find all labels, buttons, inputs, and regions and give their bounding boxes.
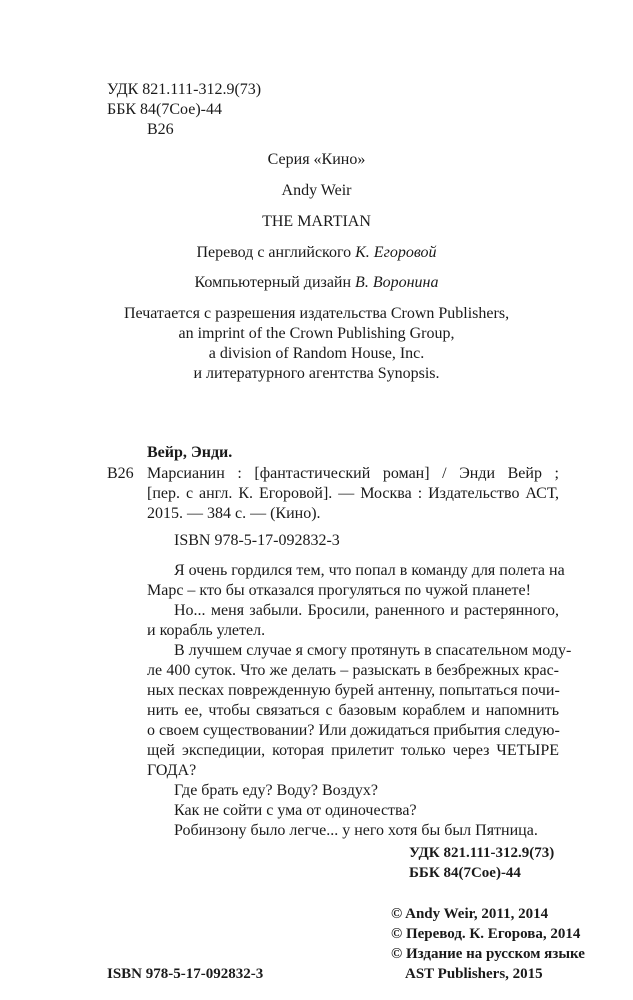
- footer-isbn: ISBN 978-5-17-092832-3: [107, 966, 264, 982]
- bib-code: В26: [107, 465, 134, 482]
- author-mark: В26: [147, 121, 174, 138]
- card-bbk: ББК 84(7Сое)-44: [409, 865, 521, 881]
- annotation-line: ных песках поврежденную бурей антенну, попытаться почи-: [147, 682, 560, 699]
- annotation-line: Где брать еду? Воду? Воздух?: [174, 782, 378, 799]
- annotation-line: щей экспедиции, которая прилетит только через ЧЕТЫРЕ: [147, 742, 559, 759]
- translation-credit: [0, 243, 633, 263]
- bib-description-line: 2015. — 384 с. — (Кино).: [147, 505, 321, 522]
- permission-line: и литературного агентства Synopsis.: [193, 365, 440, 382]
- permission-line: Печатается с разрешения издательства Crown Publishers,: [123, 305, 510, 322]
- card-udk: УДК 821.111-312.9(73): [409, 845, 555, 861]
- copyright-line: AST Publishers, 2015: [405, 966, 543, 982]
- annotation-line: Робинзону было легче... у него хотя бы был Пятница.: [174, 822, 538, 839]
- permission-line: a division of Random House, Inc.: [208, 345, 425, 362]
- annotation-line: Я очень гордился тем, что попал в команду для полета на: [174, 562, 565, 579]
- annotation-line: о своем существовании? Или дожидаться прибытия следую-: [147, 722, 560, 739]
- annotation-line: и корабль улетел.: [147, 622, 266, 639]
- series-name: Серия «Кино»: [267, 151, 366, 168]
- bib-heading: Вейр, Энди.: [147, 444, 233, 461]
- annotation-line: Марс – кто бы отказался прогуляться по чужой планете!: [147, 582, 531, 599]
- translator-name: К. Егоровой: [355, 244, 437, 261]
- copyright-line: © Andy Weir, 2011, 2014: [391, 906, 549, 922]
- annotation-line: Но... меня забыли. Бросили, раненного и растерянного,: [174, 602, 559, 619]
- annotation-line: В лучшем случае я смогу протянуть в спасательном моду-: [174, 642, 572, 659]
- copyright-line: © Перевод. К. Егорова, 2014: [391, 926, 581, 942]
- bbk-code: ББК 84(7Сое)-44: [107, 101, 222, 118]
- original-title: THE MARTIAN: [262, 213, 371, 230]
- bib-description-line: Марсианин : [фантастический роман] / Энди Вейр ;: [147, 465, 559, 482]
- annotation-line: ГОДА?: [147, 762, 197, 779]
- translation-prefix: Перевод с английского: [196, 244, 352, 261]
- annotation-line: нить ее, чтобы связаться с базовым кораблем и напомнить: [147, 702, 559, 719]
- design-credit: [0, 273, 633, 293]
- annotation-line: ле 400 суток. Что же делать – разыскать в безбрежных крас-: [147, 662, 559, 679]
- annotation-line: Как не сойти с ума от одиночества?: [174, 802, 417, 819]
- author-name: Andy Weir: [281, 182, 352, 199]
- designer-name: В. Воронина: [355, 274, 439, 291]
- bib-isbn: ISBN 978-5-17-092832-3: [174, 532, 340, 549]
- udk-code: УДК 821.111-312.9(73): [107, 81, 262, 98]
- bib-description-line: [пер. с англ. К. Егоровой]. — Москва : Издательство АСТ,: [147, 485, 559, 502]
- design-prefix: Компьютерный дизайн: [194, 274, 352, 291]
- permission-line: an imprint of the Crown Publishing Group,: [178, 325, 455, 342]
- copyright-line: © Издание на русском языке: [391, 946, 585, 962]
